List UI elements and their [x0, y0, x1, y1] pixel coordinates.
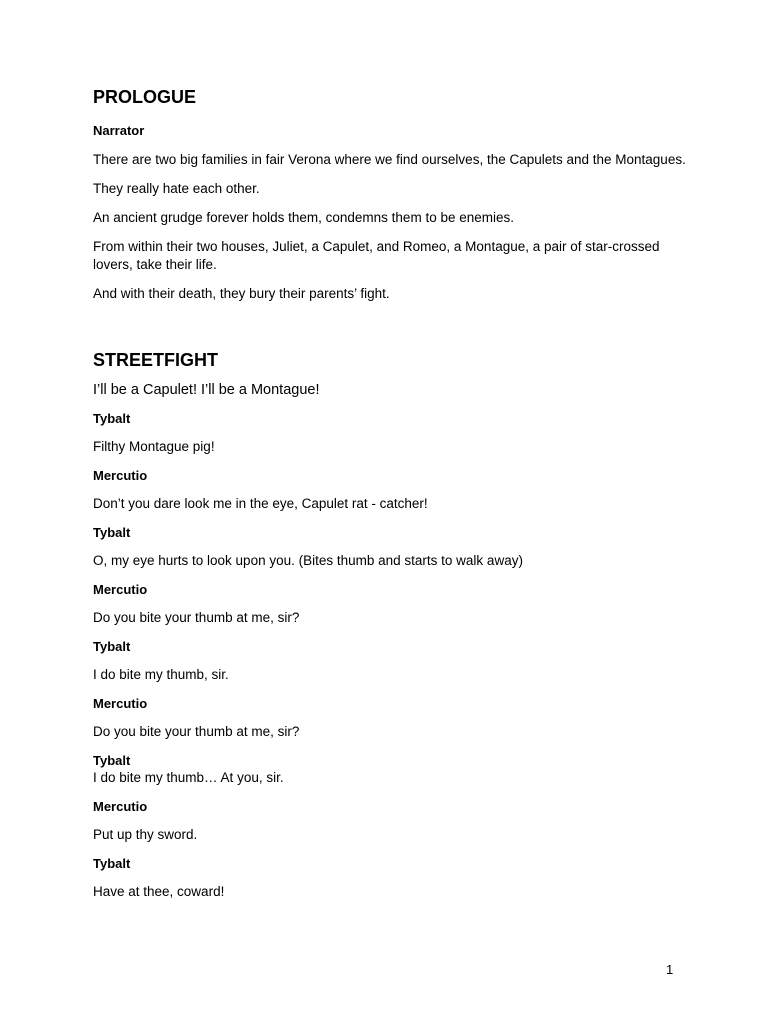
- speaker-name: Tybalt: [93, 525, 131, 540]
- speaker-name: Tybalt: [93, 856, 131, 871]
- dialogue-line: Have at thee, coward!: [93, 884, 225, 899]
- streetfight-section: [93, 349, 693, 901]
- speaker-name: Mercutio: [93, 696, 148, 711]
- prologue-section: [93, 86, 693, 303]
- scene-intro-line: I’ll be a Capulet! I’ll be a Montague!: [93, 382, 320, 398]
- narration-line: And with their death, they bury their parents’ fight.: [93, 286, 390, 301]
- dialogue-line: I do bite my thumb… At you, sir.: [93, 770, 284, 785]
- speaker-name: Mercutio: [93, 799, 148, 814]
- dialogue-line: O, my eye hurts to look upon you. (Bites thumb and starts to walk away): [93, 553, 523, 568]
- dialogue-line: Do you bite your thumb at me, sir?: [93, 610, 300, 625]
- dialogue-line: Put up thy sword.: [93, 827, 198, 842]
- speaker-name: Tybalt: [93, 411, 131, 426]
- narration-line: An ancient grudge forever holds them, condemns them to be enemies.: [93, 210, 514, 225]
- narration-line: There are two big families in fair Verona where we find ourselves, the Capulets and the Montagues.: [93, 152, 686, 167]
- streetfight-heading: STREETFIGHT: [93, 350, 218, 370]
- dialogue-line: Filthy Montague pig!: [93, 439, 215, 454]
- dialogue-line: Don’t you dare look me in the eye, Capulet rat - catcher!: [93, 496, 428, 511]
- dialogue-line: I do bite my thumb, sir.: [93, 667, 229, 682]
- speaker-name: Mercutio: [93, 468, 148, 483]
- narration-line: From within their two houses, Juliet, a Capulet, and Romeo, a Montague, a pair of star-crossed lovers, take their life.: [93, 239, 660, 272]
- dialogue-line: Do you bite your thumb at me, sir?: [93, 724, 300, 739]
- page-number: 1: [666, 962, 674, 977]
- speaker-name: Mercutio: [93, 582, 148, 597]
- narration-line: They really hate each other.: [93, 181, 260, 196]
- prologue-heading: PROLOGUE: [93, 87, 197, 107]
- document-page: [93, 86, 693, 901]
- speaker-name: Tybalt: [93, 639, 131, 654]
- speaker-name: Narrator: [93, 123, 145, 138]
- speaker-name: Tybalt: [93, 753, 131, 768]
